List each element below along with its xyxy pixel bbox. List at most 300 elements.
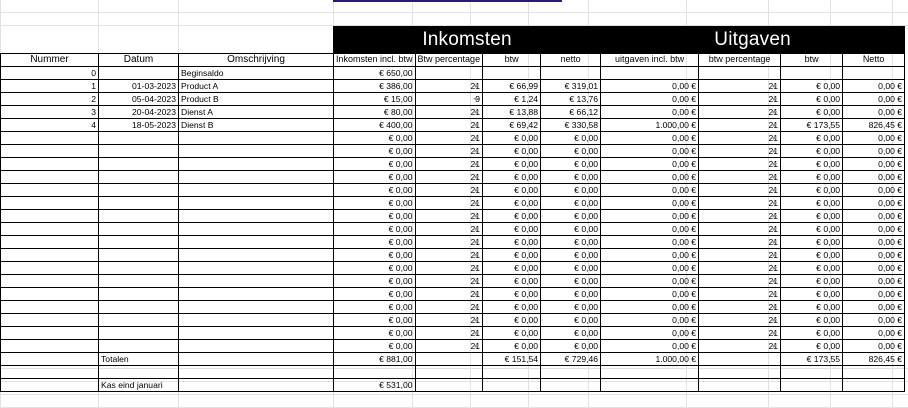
chevron-down-icon[interactable]	[771, 345, 777, 348]
cell-omschrijving[interactable]	[179, 223, 334, 236]
chevron-down-icon[interactable]	[771, 293, 777, 296]
cell-btw-inkomsten[interactable]: € 1,24	[483, 93, 541, 106]
cell-btw-percentage-uitgaven[interactable]	[699, 184, 781, 197]
cell-btw-percentage-uitgaven[interactable]	[699, 93, 781, 106]
chevron-down-icon[interactable]	[771, 332, 777, 335]
cell-netto-inkomsten[interactable]: € 0,00	[541, 210, 601, 223]
cell-netto-inkomsten[interactable]: € 13,76	[541, 93, 601, 106]
cell-netto-uitgaven[interactable]: 0,00 €	[843, 184, 905, 197]
cell-btw-percentage-inkomsten[interactable]	[415, 262, 483, 275]
cell-btw-inkomsten[interactable]: € 0,00	[483, 301, 541, 314]
column-header-inkomsten-incl-btw[interactable]: Inkomsten incl. btw	[334, 54, 416, 67]
cell-btw-inkomsten[interactable]: € 0,00	[483, 314, 541, 327]
chevron-down-icon[interactable]	[473, 176, 479, 179]
cell-netto-inkomsten[interactable]: € 319,01	[541, 80, 601, 93]
cell-btw-inkomsten[interactable]: € 0,00	[483, 210, 541, 223]
closing-balance-value[interactable]: € 531,00	[334, 379, 416, 392]
cell-datum[interactable]: 05-04-2023	[99, 93, 179, 106]
column-header-btw-percentage-uitgaven[interactable]: btw percentage	[699, 54, 781, 67]
cell-btw-percentage-uitgaven[interactable]	[699, 106, 781, 119]
cell-netto-uitgaven[interactable]: 0,00 €	[843, 314, 905, 327]
cell-netto-uitgaven[interactable]: 0,00 €	[843, 171, 905, 184]
cell-btw-percentage-inkomsten[interactable]	[415, 223, 483, 236]
cell-nummer[interactable]: 4	[1, 119, 99, 132]
cell-omschrijving[interactable]	[179, 145, 334, 158]
cell-btw-inkomsten[interactable]: € 0,00	[483, 236, 541, 249]
cell-btw-uitgaven[interactable]: € 0,00	[781, 314, 843, 327]
cell-nummer[interactable]	[1, 223, 99, 236]
cell-netto-uitgaven[interactable]: 0,00 €	[843, 249, 905, 262]
cell-omschrijving[interactable]	[179, 314, 334, 327]
cell-btw-uitgaven[interactable]: € 0,00	[781, 249, 843, 262]
cell-omschrijving[interactable]: Product A	[179, 80, 334, 93]
cell-inkomsten-incl-btw[interactable]: € 0,00	[334, 249, 416, 262]
cell-uitgaven-incl-btw[interactable]: 0,00 €	[601, 184, 699, 197]
cell-netto-inkomsten[interactable]: € 0,00	[541, 197, 601, 210]
cell-datum[interactable]	[99, 249, 179, 262]
cell-btw-inkomsten[interactable]: € 0,00	[483, 288, 541, 301]
cell-btw-uitgaven[interactable]: € 0,00	[781, 93, 843, 106]
cell-netto-uitgaven[interactable]: 0,00 €	[843, 301, 905, 314]
column-header-netto-uitgaven[interactable]: Netto	[843, 54, 905, 67]
cell-btw-uitgaven[interactable]: € 0,00	[781, 327, 843, 340]
cell-btw-percentage-inkomsten[interactable]	[415, 236, 483, 249]
chevron-down-icon[interactable]	[771, 124, 777, 127]
cell-btw-percentage-inkomsten[interactable]	[415, 288, 483, 301]
cell-btw-percentage-inkomsten[interactable]	[415, 67, 483, 80]
cell-inkomsten-incl-btw[interactable]: € 0,00	[334, 236, 416, 249]
cell-btw-inkomsten[interactable]: € 0,00	[483, 223, 541, 236]
cell-btw-inkomsten[interactable]: € 0,00	[483, 262, 541, 275]
cell-netto-inkomsten[interactable]: € 0,00	[541, 158, 601, 171]
cell-btw-percentage-inkomsten[interactable]	[415, 340, 483, 353]
column-header-btw-percentage-inkomsten[interactable]: Btw percentage	[415, 54, 483, 67]
cell-btw-percentage-inkomsten[interactable]	[415, 301, 483, 314]
cell-inkomsten-incl-btw[interactable]: € 400,00	[334, 119, 416, 132]
cell-datum[interactable]	[99, 301, 179, 314]
chevron-down-icon[interactable]	[473, 111, 479, 114]
cell-netto-uitgaven[interactable]: 826,45 €	[843, 119, 905, 132]
cell-btw-percentage-uitgaven[interactable]	[699, 67, 781, 80]
cell-btw-uitgaven[interactable]	[781, 67, 843, 80]
cell-inkomsten-incl-btw[interactable]: € 0,00	[334, 197, 416, 210]
cell-btw-inkomsten[interactable]: € 66,99	[483, 80, 541, 93]
column-header-uitgaven-incl-btw[interactable]: uitgaven incl. btw	[601, 54, 699, 67]
cell-btw-percentage-uitgaven[interactable]	[699, 288, 781, 301]
chevron-down-icon[interactable]	[771, 150, 777, 153]
cell-datum[interactable]: 20-04-2023	[99, 106, 179, 119]
cell-btw-percentage-uitgaven[interactable]	[699, 158, 781, 171]
cell-btw-percentage-uitgaven[interactable]	[699, 145, 781, 158]
cell-inkomsten-incl-btw[interactable]: € 0,00	[334, 262, 416, 275]
cell-uitgaven-incl-btw[interactable]: 0,00 €	[601, 158, 699, 171]
cell-omschrijving[interactable]: Dienst B	[179, 119, 334, 132]
cell-btw-inkomsten[interactable]: € 0,00	[483, 158, 541, 171]
cell-netto-uitgaven[interactable]: 0,00 €	[843, 210, 905, 223]
chevron-down-icon[interactable]	[473, 345, 479, 348]
cell-btw-percentage-inkomsten[interactable]	[415, 158, 483, 171]
cell-datum[interactable]	[99, 158, 179, 171]
chevron-down-icon[interactable]	[473, 124, 479, 127]
cell-netto-inkomsten[interactable]: € 0,00	[541, 132, 601, 145]
cell-omschrijving[interactable]	[179, 327, 334, 340]
totals-netto-uitgaven[interactable]: 826,45 €	[843, 353, 905, 366]
column-header-datum[interactable]: Datum	[99, 54, 179, 67]
cell-omschrijving[interactable]	[179, 301, 334, 314]
chevron-down-icon[interactable]	[771, 215, 777, 218]
cell-nummer[interactable]	[1, 132, 99, 145]
chevron-down-icon[interactable]	[473, 150, 479, 153]
cell-netto-uitgaven[interactable]: 0,00 €	[843, 223, 905, 236]
cell-uitgaven-incl-btw[interactable]: 0,00 €	[601, 288, 699, 301]
cell-netto-inkomsten[interactable]: € 0,00	[541, 327, 601, 340]
cell-uitgaven-incl-btw[interactable]: 1.000,00 €	[601, 119, 699, 132]
cell-btw-inkomsten[interactable]: € 0,00	[483, 171, 541, 184]
cell-datum[interactable]	[99, 184, 179, 197]
cell-datum[interactable]	[99, 67, 179, 80]
cell-nummer[interactable]	[1, 288, 99, 301]
chevron-down-icon[interactable]	[771, 176, 777, 179]
chevron-down-icon[interactable]	[771, 202, 777, 205]
cell-btw-percentage-inkomsten[interactable]	[415, 197, 483, 210]
cell-nummer[interactable]: 2	[1, 93, 99, 106]
chevron-down-icon[interactable]	[473, 215, 479, 218]
chevron-down-icon[interactable]	[771, 254, 777, 257]
cell-netto-inkomsten[interactable]	[541, 67, 601, 80]
cell-nummer[interactable]	[1, 171, 99, 184]
cell-netto-uitgaven[interactable]: 0,00 €	[843, 288, 905, 301]
cell-btw-uitgaven[interactable]: € 0,00	[781, 197, 843, 210]
cell-inkomsten-incl-btw[interactable]: € 0,00	[334, 223, 416, 236]
cell-nummer[interactable]: 0	[1, 67, 99, 80]
cell-btw-uitgaven[interactable]: € 0,00	[781, 132, 843, 145]
totals-uitgaven-incl-btw[interactable]: 1.000,00 €	[601, 353, 699, 366]
cell-uitgaven-incl-btw[interactable]: 0,00 €	[601, 197, 699, 210]
cell-datum[interactable]	[99, 340, 179, 353]
cell-datum[interactable]	[99, 288, 179, 301]
cell-uitgaven-incl-btw[interactable]: 0,00 €	[601, 327, 699, 340]
cell-nummer[interactable]	[1, 327, 99, 340]
totals-inkomsten-incl-btw[interactable]: € 881,00	[334, 353, 416, 366]
totals-btw-inkomsten[interactable]: € 151,54	[483, 353, 541, 366]
cell-uitgaven-incl-btw[interactable]: 0,00 €	[601, 145, 699, 158]
chevron-down-icon[interactable]	[473, 319, 479, 322]
cell-uitgaven-incl-btw[interactable]: 0,00 €	[601, 275, 699, 288]
cell-netto-inkomsten[interactable]: € 0,00	[541, 236, 601, 249]
cell-uitgaven-incl-btw[interactable]: 0,00 €	[601, 132, 699, 145]
cell-btw-inkomsten[interactable]: € 0,00	[483, 340, 541, 353]
cell-btw-percentage-inkomsten[interactable]	[415, 210, 483, 223]
cell-netto-inkomsten[interactable]: € 0,00	[541, 184, 601, 197]
cell-uitgaven-incl-btw[interactable]: 0,00 €	[601, 340, 699, 353]
cell-btw-percentage-uitgaven[interactable]	[699, 223, 781, 236]
cell-btw-inkomsten[interactable]	[483, 67, 541, 80]
cell-nummer[interactable]	[1, 145, 99, 158]
column-header-omschrijving[interactable]: Omschrijving	[179, 54, 334, 67]
cell-omschrijving[interactable]	[179, 158, 334, 171]
cell-netto-inkomsten[interactable]: € 0,00	[541, 340, 601, 353]
chevron-down-icon[interactable]	[771, 241, 777, 244]
chevron-down-icon[interactable]	[771, 98, 777, 101]
cell-netto-uitgaven[interactable]: 0,00 €	[843, 275, 905, 288]
cell-nummer[interactable]	[1, 249, 99, 262]
cell-netto-inkomsten[interactable]: € 0,00	[541, 171, 601, 184]
cell-datum[interactable]	[99, 236, 179, 249]
cell-netto-inkomsten[interactable]: € 0,00	[541, 262, 601, 275]
cell-btw-percentage-uitgaven[interactable]	[699, 236, 781, 249]
cell-datum[interactable]	[99, 327, 179, 340]
cell-netto-uitgaven[interactable]	[843, 67, 905, 80]
cell-btw-uitgaven[interactable]: € 0,00	[781, 288, 843, 301]
cell-nummer[interactable]	[1, 262, 99, 275]
cell-btw-uitgaven[interactable]: € 0,00	[781, 262, 843, 275]
cell-btw-uitgaven[interactable]: € 0,00	[781, 80, 843, 93]
cell-inkomsten-incl-btw[interactable]: € 0,00	[334, 340, 416, 353]
cell-datum[interactable]	[99, 223, 179, 236]
cell-btw-percentage-inkomsten[interactable]	[415, 184, 483, 197]
cell-omschrijving[interactable]	[179, 171, 334, 184]
cell-uitgaven-incl-btw[interactable]: 0,00 €	[601, 249, 699, 262]
cell-btw-inkomsten[interactable]: € 0,00	[483, 132, 541, 145]
chevron-down-icon[interactable]	[771, 137, 777, 140]
cell-uitgaven-incl-btw[interactable]: 0,00 €	[601, 171, 699, 184]
cell-btw-uitgaven[interactable]: € 0,00	[781, 158, 843, 171]
cell-inkomsten-incl-btw[interactable]: € 80,00	[334, 106, 416, 119]
chevron-down-icon[interactable]	[473, 202, 479, 205]
cell-datum[interactable]	[99, 275, 179, 288]
cell-omschrijving[interactable]	[179, 288, 334, 301]
cell-btw-uitgaven[interactable]: € 0,00	[781, 184, 843, 197]
cell-nummer[interactable]: 1	[1, 80, 99, 93]
cell-nummer[interactable]	[1, 340, 99, 353]
cell-btw-percentage-inkomsten[interactable]	[415, 171, 483, 184]
cell-btw-uitgaven[interactable]: € 0,00	[781, 236, 843, 249]
chevron-down-icon[interactable]	[473, 267, 479, 270]
cell-btw-percentage-inkomsten[interactable]	[415, 249, 483, 262]
chevron-down-icon[interactable]	[473, 163, 479, 166]
chevron-down-icon[interactable]	[473, 254, 479, 257]
cell-nummer[interactable]	[1, 275, 99, 288]
cell-inkomsten-incl-btw[interactable]: € 0,00	[334, 301, 416, 314]
cell-btw-inkomsten[interactable]: € 0,00	[483, 327, 541, 340]
cell-uitgaven-incl-btw[interactable]: 0,00 €	[601, 301, 699, 314]
cell-datum[interactable]	[99, 145, 179, 158]
cell-nummer[interactable]	[1, 197, 99, 210]
cell-btw-percentage-inkomsten[interactable]	[415, 275, 483, 288]
cell-inkomsten-incl-btw[interactable]: € 0,00	[334, 132, 416, 145]
chevron-down-icon[interactable]	[771, 85, 777, 88]
cell-btw-percentage-uitgaven[interactable]	[699, 80, 781, 93]
cell-btw-percentage-uitgaven[interactable]	[699, 132, 781, 145]
cell-uitgaven-incl-btw[interactable]: 0,00 €	[601, 262, 699, 275]
cell-omschrijving[interactable]	[179, 275, 334, 288]
cell-btw-percentage-uitgaven[interactable]	[699, 340, 781, 353]
cell-inkomsten-incl-btw[interactable]: € 0,00	[334, 314, 416, 327]
cell-btw-percentage-uitgaven[interactable]	[699, 171, 781, 184]
chevron-down-icon[interactable]	[473, 85, 479, 88]
cell-btw-percentage-inkomsten[interactable]	[415, 314, 483, 327]
cell-btw-percentage-uitgaven[interactable]	[699, 275, 781, 288]
cell-omschrijving[interactable]: Beginsaldo	[179, 67, 334, 80]
cell-netto-uitgaven[interactable]: 0,00 €	[843, 80, 905, 93]
cell-inkomsten-incl-btw[interactable]: € 650,00	[334, 67, 416, 80]
cell-btw-percentage-uitgaven[interactable]	[699, 327, 781, 340]
cell-inkomsten-incl-btw[interactable]: € 386,00	[334, 80, 416, 93]
cell-btw-percentage-uitgaven[interactable]	[699, 119, 781, 132]
chevron-down-icon[interactable]	[473, 293, 479, 296]
totals-netto-inkomsten[interactable]: € 729,46	[541, 353, 601, 366]
cell-datum[interactable]: 18-05-2023	[99, 119, 179, 132]
cell-netto-uitgaven[interactable]: 0,00 €	[843, 158, 905, 171]
cell-netto-inkomsten[interactable]: € 0,00	[541, 288, 601, 301]
cell-btw-inkomsten[interactable]: € 0,00	[483, 275, 541, 288]
cell-netto-uitgaven[interactable]: 0,00 €	[843, 340, 905, 353]
cell-netto-inkomsten[interactable]: € 330,58	[541, 119, 601, 132]
totals-btw-uitgaven[interactable]: € 173,55	[781, 353, 843, 366]
cell-uitgaven-incl-btw[interactable]: 0,00 €	[601, 210, 699, 223]
chevron-down-icon[interactable]	[473, 332, 479, 335]
cell-btw-percentage-uitgaven[interactable]	[699, 262, 781, 275]
cell-uitgaven-incl-btw[interactable]: 0,00 €	[601, 80, 699, 93]
cell-btw-uitgaven[interactable]: € 0,00	[781, 301, 843, 314]
cell-btw-percentage-uitgaven[interactable]	[699, 301, 781, 314]
chevron-down-icon[interactable]	[473, 280, 479, 283]
cell-uitgaven-incl-btw[interactable]: 0,00 €	[601, 93, 699, 106]
cell-btw-percentage-inkomsten[interactable]	[415, 93, 483, 106]
cell-btw-uitgaven[interactable]: € 0,00	[781, 210, 843, 223]
cell-btw-inkomsten[interactable]: € 69,42	[483, 119, 541, 132]
cell-netto-uitgaven[interactable]: 0,00 €	[843, 262, 905, 275]
cell-omschrijving[interactable]	[179, 210, 334, 223]
cell-omschrijving[interactable]	[179, 340, 334, 353]
cell-netto-uitgaven[interactable]: 0,00 €	[843, 132, 905, 145]
cell-btw-inkomsten[interactable]: € 0,00	[483, 184, 541, 197]
cell-omschrijving[interactable]: Dienst A	[179, 106, 334, 119]
cell-inkomsten-incl-btw[interactable]: € 0,00	[334, 275, 416, 288]
cell-nummer[interactable]	[1, 314, 99, 327]
cell-btw-inkomsten[interactable]: € 0,00	[483, 197, 541, 210]
cell-inkomsten-incl-btw[interactable]: € 15,00	[334, 93, 416, 106]
cell-datum[interactable]	[99, 314, 179, 327]
chevron-down-icon[interactable]	[771, 228, 777, 231]
chevron-down-icon[interactable]	[473, 306, 479, 309]
chevron-down-icon[interactable]	[473, 189, 479, 192]
cell-inkomsten-incl-btw[interactable]: € 0,00	[334, 158, 416, 171]
cell-netto-uitgaven[interactable]: 0,00 €	[843, 236, 905, 249]
cell-btw-percentage-inkomsten[interactable]	[415, 106, 483, 119]
cell-nummer[interactable]	[1, 301, 99, 314]
chevron-down-icon[interactable]	[771, 280, 777, 283]
cell-uitgaven-incl-btw[interactable]: 0,00 €	[601, 223, 699, 236]
chevron-down-icon[interactable]	[771, 163, 777, 166]
column-header-btw-inkomsten[interactable]: btw	[483, 54, 541, 67]
cell-datum[interactable]	[99, 171, 179, 184]
chevron-down-icon[interactable]	[473, 241, 479, 244]
chevron-down-icon[interactable]	[771, 111, 777, 114]
cell-nummer[interactable]: 3	[1, 106, 99, 119]
chevron-down-icon[interactable]	[771, 189, 777, 192]
column-header-btw-uitgaven[interactable]: btw	[781, 54, 843, 67]
cell-btw-inkomsten[interactable]: € 0,00	[483, 249, 541, 262]
cell-netto-uitgaven[interactable]: 0,00 €	[843, 106, 905, 119]
cell-btw-inkomsten[interactable]: € 0,00	[483, 145, 541, 158]
cell-omschrijving[interactable]	[179, 236, 334, 249]
cell-btw-percentage-uitgaven[interactable]	[699, 197, 781, 210]
cell-inkomsten-incl-btw[interactable]: € 0,00	[334, 288, 416, 301]
cell-btw-uitgaven[interactable]: € 0,00	[781, 171, 843, 184]
chevron-down-icon[interactable]	[473, 228, 479, 231]
cell-inkomsten-incl-btw[interactable]: € 0,00	[334, 210, 416, 223]
cell-omschrijving[interactable]	[179, 249, 334, 262]
cell-btw-uitgaven[interactable]: € 173,55	[781, 119, 843, 132]
cell-netto-uitgaven[interactable]: 0,00 €	[843, 197, 905, 210]
cell-omschrijving[interactable]	[179, 184, 334, 197]
cell-netto-uitgaven[interactable]: 0,00 €	[843, 93, 905, 106]
cell-netto-inkomsten[interactable]: € 0,00	[541, 275, 601, 288]
cell-nummer[interactable]	[1, 158, 99, 171]
cell-btw-percentage-uitgaven[interactable]	[699, 210, 781, 223]
cell-netto-uitgaven[interactable]: 0,00 €	[843, 145, 905, 158]
cell-inkomsten-incl-btw[interactable]: € 0,00	[334, 171, 416, 184]
cell-datum[interactable]	[99, 132, 179, 145]
cell-btw-percentage-inkomsten[interactable]	[415, 145, 483, 158]
chevron-down-icon[interactable]	[771, 319, 777, 322]
cell-inkomsten-incl-btw[interactable]: € 0,00	[334, 145, 416, 158]
cell-btw-percentage-inkomsten[interactable]	[415, 80, 483, 93]
cell-btw-percentage-uitgaven[interactable]	[699, 314, 781, 327]
cell-btw-percentage-uitgaven[interactable]	[699, 249, 781, 262]
column-header-nummer[interactable]: Nummer	[1, 54, 99, 67]
chevron-down-icon[interactable]	[771, 267, 777, 270]
cell-btw-uitgaven[interactable]: € 0,00	[781, 275, 843, 288]
cell-omschrijving[interactable]: Product B	[179, 93, 334, 106]
cell-btw-uitgaven[interactable]: € 0,00	[781, 145, 843, 158]
cell-btw-uitgaven[interactable]: € 0,00	[781, 106, 843, 119]
cell-inkomsten-incl-btw[interactable]: € 0,00	[334, 327, 416, 340]
cell-netto-uitgaven[interactable]: 0,00 €	[843, 327, 905, 340]
cell-omschrijving[interactable]	[179, 132, 334, 145]
cell-datum[interactable]	[99, 262, 179, 275]
chevron-down-icon[interactable]	[473, 98, 479, 101]
cell-netto-inkomsten[interactable]: € 0,00	[541, 145, 601, 158]
cell-btw-uitgaven[interactable]: € 0,00	[781, 340, 843, 353]
cell-netto-inkomsten[interactable]: € 0,00	[541, 301, 601, 314]
cell-nummer[interactable]	[1, 210, 99, 223]
cell-nummer[interactable]	[1, 236, 99, 249]
cell-netto-inkomsten[interactable]: € 0,00	[541, 249, 601, 262]
cell-datum[interactable]: 01-03-2023	[99, 80, 179, 93]
cell-uitgaven-incl-btw[interactable]: 0,00 €	[601, 106, 699, 119]
cell-inkomsten-incl-btw[interactable]: € 0,00	[334, 184, 416, 197]
chevron-down-icon[interactable]	[473, 137, 479, 140]
cell-nummer[interactable]	[1, 184, 99, 197]
cell-netto-inkomsten[interactable]: € 66,12	[541, 106, 601, 119]
column-header-netto-inkomsten[interactable]: netto	[541, 54, 601, 67]
cell-btw-percentage-inkomsten[interactable]	[415, 119, 483, 132]
cell-uitgaven-incl-btw[interactable]: 0,00 €	[601, 236, 699, 249]
cell-btw-inkomsten[interactable]: € 13,88	[483, 106, 541, 119]
cell-omschrijving[interactable]	[179, 262, 334, 275]
cell-datum[interactable]	[99, 197, 179, 210]
cell-datum[interactable]	[99, 210, 179, 223]
cell-omschrijving[interactable]	[179, 197, 334, 210]
chevron-down-icon[interactable]	[771, 306, 777, 309]
cell-netto-inkomsten[interactable]: € 0,00	[541, 223, 601, 236]
cell-uitgaven-incl-btw[interactable]	[601, 67, 699, 80]
cell-uitgaven-incl-btw[interactable]: 0,00 €	[601, 314, 699, 327]
cell-btw-uitgaven[interactable]: € 0,00	[781, 223, 843, 236]
cell-btw-percentage-inkomsten[interactable]	[415, 132, 483, 145]
